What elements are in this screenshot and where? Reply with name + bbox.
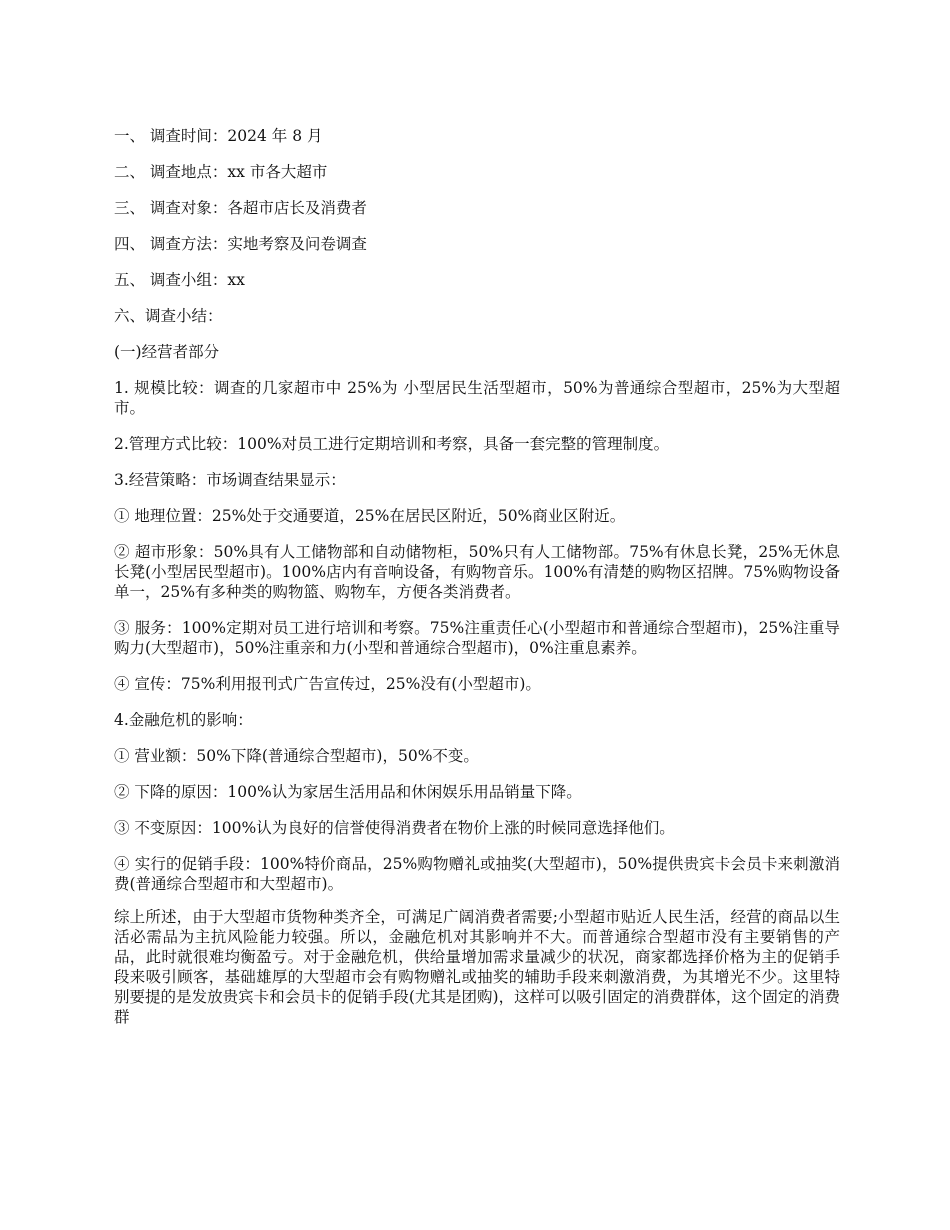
survey-summary-heading: 六、调查小结： — [114, 307, 223, 325]
decline-reason-item: ② 下降的原因：100%认为家居生活用品和休闲娱乐用品销量下降。 — [114, 783, 582, 801]
survey-team: 五、 调查小组：xx — [114, 271, 245, 289]
survey-method: 四、 调查方法：实地考察及问卷调查 — [114, 235, 367, 253]
scale-comparison: 1. 规模比较：调查的几家超市中 25%为 小型居民生活型超市，50%为普通综合型超市，25%为大型超市。 — [114, 379, 840, 417]
promotion-method-item: ④ 实行的促销手段：100%特价商品，25%购物赠礼或抽奖(大型超市)，50%提供贵宾卡会员卡来刺激消费(普通综合型超市和大型超市)。 — [114, 855, 840, 893]
document-body — [114, 126, 840, 1043]
revenue-item: ① 营业额：50%下降(普通综合型超市)，50%不变。 — [114, 747, 479, 765]
location-item: ① 地理位置：25%处于交通要道，25%在居民区附近，50%商业区附近。 — [114, 507, 626, 525]
service-item: ③ 服务：100%定期对员工进行培训和考察。75%注重责任心(小型超市和普通综合型超市)，25%注重导购力(大型超市)，50%注重亲和力(小型和普通综合型超市)，0%注重息素养。 — [114, 619, 840, 657]
survey-time: 一、 调查时间：2024 年 8 月 — [114, 127, 323, 145]
image-item: ② 超市形象：50%具有人工储物部和自动储物柜，50%只有人工储物部。75%有休息长凳，25%无休息长凳(小型居民型超市)。100%店内有音响设备，有购物音乐。100%有清楚的购物区招牌。75%购物设备单一，25%有多种类的购物篮、购物车，方便各类消费者。 — [114, 543, 840, 601]
survey-location: 二、 调查地点：xx 市各大超市 — [114, 163, 328, 181]
survey-subjects: 三、 调查对象：各超市店长及消费者 — [114, 199, 367, 217]
operator-section-heading: (一)经营者部分 — [114, 343, 220, 361]
conclusion-paragraph: 综上所述，由于大型超市货物种类齐全，可满足广阔消费者需要;小型超市贴近人民生活，经营的商品以生活必需品为主抗风险能力较强。所以，金融危机对其影响并不大。而普通综合型超市没有主要销售的产品，此时就很难均衡盈亏。对于金融危机，供给量增加需求量减少的状况，商家都选择价格为主的促销手段来吸引顾客，基础雄厚的大型超市会有购物赠礼或抽奖的辅助手段来刺激消费，为其增光不少。这里特别要提的是发放贵宾卡和会员卡的促销手段(尤其是团购)，这样可以吸引固定的消费群体，这个固定的消费群 — [114, 908, 840, 1026]
financial-crisis-heading: 4.金融危机的影响： — [114, 711, 253, 729]
business-strategy-heading: 3.经营策略：市场调查结果显示： — [114, 471, 346, 489]
unchanged-reason-item: ③ 不变原因：100%认为良好的信誉使得消费者在物价上涨的时候同意选择他们。 — [114, 819, 675, 837]
management-comparison: 2.管理方式比较：100%对员工进行定期培训和考察，具备一套完整的管理制度。 — [114, 435, 670, 453]
promotion-item: ④ 宣传：75%利用报刊式广告宣传过，25%没有(小型超市)。 — [114, 675, 541, 693]
